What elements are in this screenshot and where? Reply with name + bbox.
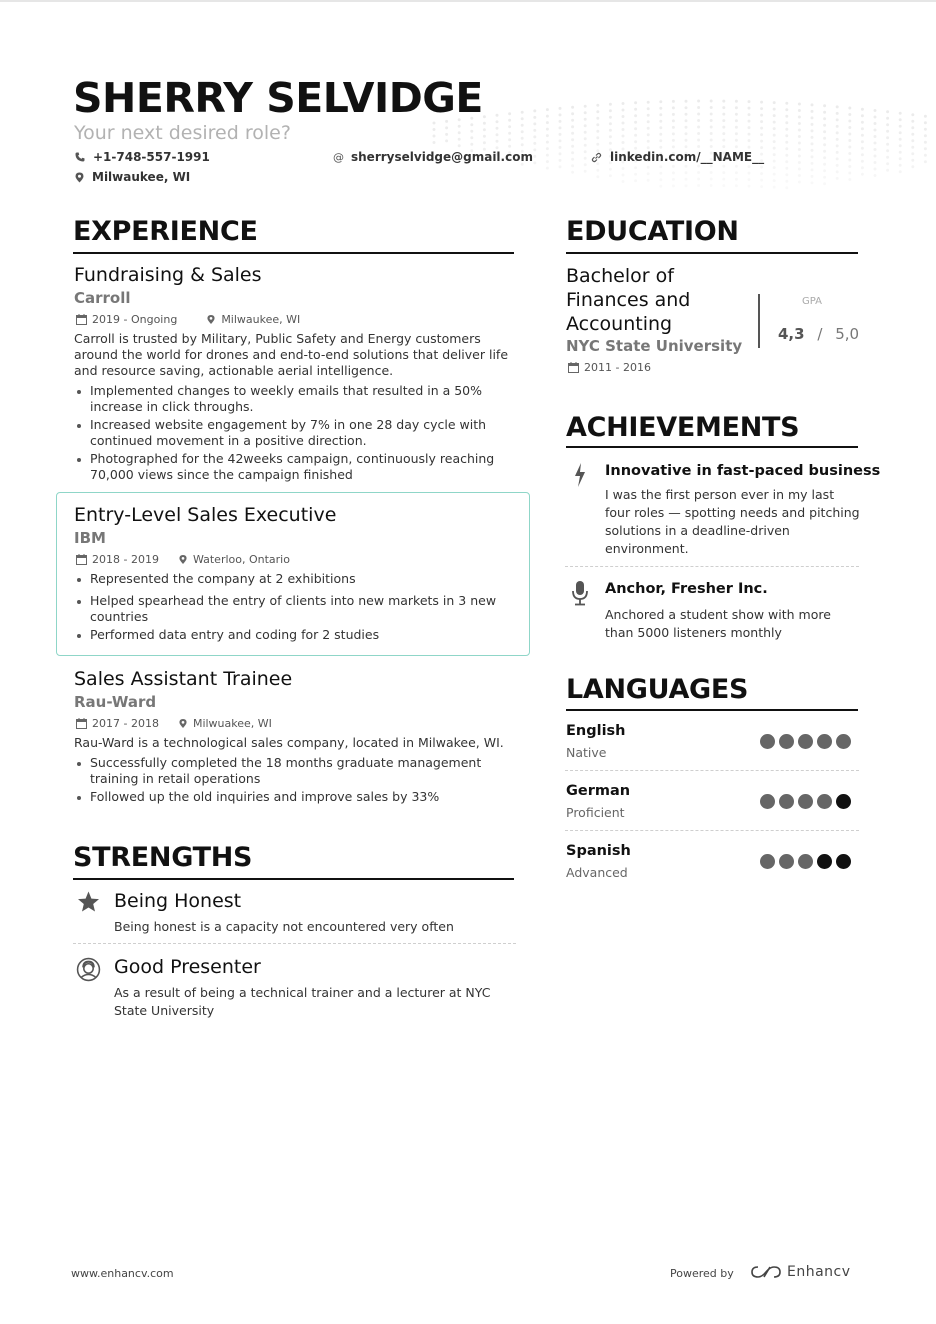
- language-divider: [565, 830, 859, 831]
- enhancv-logo-icon: [751, 1264, 781, 1280]
- footer-powered-by: Powered by: [670, 1267, 734, 1280]
- education-rule: [566, 252, 858, 254]
- rating-dot: [798, 854, 813, 869]
- rating-dot: [836, 794, 851, 809]
- rating-dot: [836, 734, 851, 749]
- job-dates: 2018 - 2019: [92, 553, 159, 566]
- language-divider: [565, 770, 859, 771]
- job-location: Milwaukee, WI: [221, 313, 301, 326]
- star-icon: [76, 890, 101, 914]
- gpa-max: 5,0: [835, 325, 860, 343]
- microphone-icon: [570, 580, 590, 606]
- job-bullet: Helped spearhead the entry of clients into new markets in 3 new countries: [74, 593, 504, 625]
- job-bullets: [74, 755, 504, 807]
- rating-dot: [817, 854, 832, 869]
- language-name[interactable]: Spanish: [566, 843, 631, 859]
- job-dates: 2019 - Ongoing: [92, 313, 178, 326]
- job-bullet: Represented the company at 2 exhibitions: [74, 571, 504, 587]
- location-pin-icon: [207, 314, 215, 325]
- education-meta: [568, 361, 651, 374]
- education-heading: EDUCATION: [566, 216, 739, 247]
- job-title[interactable]: Fundraising & Sales: [74, 264, 262, 286]
- language-rating: [760, 854, 855, 869]
- at-icon: @: [333, 150, 344, 164]
- gpa-divider: [758, 294, 760, 348]
- gpa-score: 4,3: [778, 325, 805, 343]
- phone-icon: [75, 152, 85, 162]
- location-pin-icon: [179, 554, 187, 565]
- gpa-label: GPA: [802, 296, 822, 307]
- experience-rule: [73, 252, 514, 254]
- languages-heading: LANGUAGES: [566, 674, 749, 705]
- gpa-value: [778, 325, 859, 343]
- strengths-heading: STRENGTHS: [73, 842, 253, 873]
- achievement-description: Anchored a student show with more than 5000 listeners monthly: [605, 607, 831, 640]
- job-meta: [76, 313, 300, 326]
- rating-dot: [798, 734, 813, 749]
- achievement-title[interactable]: Anchor, Fresher Inc.: [605, 581, 768, 597]
- email-contact[interactable]: [333, 150, 533, 164]
- phone-text: +1-748-557-1991: [93, 150, 210, 164]
- achievement-description: I was the first person ever in my last four roles — spotting needs and pitching solutions in a deadline-driven environment.: [605, 487, 860, 556]
- phone-contact[interactable]: [75, 150, 210, 164]
- rating-dot: [779, 794, 794, 809]
- job-company[interactable]: Carroll: [74, 289, 131, 307]
- job-bullet: Followed up the old inquiries and improve sales by 33%: [74, 789, 504, 805]
- job-description: Carroll is trusted by Military, Public Safety and Energy customers around the world for drones and end-to-end solutions that deliver life and resource saving, actionable aerial intelligence.: [74, 331, 509, 378]
- strength-divider: [73, 943, 516, 944]
- footer-brand-logo[interactable]: [751, 1264, 851, 1280]
- language-level: Native: [566, 745, 607, 760]
- linkedin-contact[interactable]: [591, 150, 764, 164]
- gpa-separator: /: [817, 325, 823, 343]
- achievement-title[interactable]: Innovative in fast-paced business: [605, 463, 881, 479]
- language-name[interactable]: English: [566, 723, 626, 739]
- language-rating: [760, 734, 855, 749]
- job-location-group: [179, 553, 290, 566]
- job-dates: 2017 - 2018: [92, 717, 159, 730]
- experience-heading: EXPERIENCE: [73, 216, 258, 247]
- strengths-rule: [73, 878, 514, 880]
- achievement-divider: [565, 566, 859, 567]
- location-text: Milwaukee, WI: [92, 170, 191, 184]
- link-icon: [591, 152, 602, 163]
- rating-dot: [836, 854, 851, 869]
- calendar-icon: [568, 362, 579, 373]
- rating-dot: [779, 854, 794, 869]
- location-pin-icon: [179, 718, 187, 729]
- strength-title[interactable]: Being Honest: [114, 890, 242, 912]
- rating-dot: [760, 734, 775, 749]
- lightning-icon: [572, 462, 588, 488]
- job-location-group: [179, 717, 272, 730]
- job-bullet: Implemented changes to weekly emails that resulted in a 50% increase in click throughs.: [74, 383, 504, 415]
- job-bullet: Photographed for the 42weeks campaign, continuously reaching 70,000 views since the campaign finished: [74, 451, 504, 483]
- job-bullet: Performed data entry and coding for 2 studies: [74, 627, 504, 643]
- footer-brand-name: Enhancv: [787, 1264, 851, 1280]
- rating-dot: [798, 794, 813, 809]
- rating-dot: [817, 794, 832, 809]
- language-level: Advanced: [566, 865, 628, 880]
- languages-rule: [566, 709, 858, 711]
- strength-description: Being honest is a capacity not encountered very often: [114, 919, 454, 934]
- school-name[interactable]: NYC State University: [566, 337, 743, 355]
- strength-title[interactable]: Good Presenter: [114, 956, 261, 978]
- top-border: [0, 0, 936, 2]
- rating-dot: [760, 854, 775, 869]
- job-location: Milwuakee, WI: [192, 717, 272, 730]
- rating-dot: [760, 794, 775, 809]
- job-title[interactable]: Sales Assistant Trainee: [74, 668, 293, 690]
- presenter-icon: [76, 957, 101, 982]
- job-company[interactable]: Rau-Ward: [74, 693, 157, 711]
- degree-title[interactable]: Bachelor of Finances and Accounting: [566, 265, 691, 335]
- job-bullet: Increased website engagement by 7% in one 28 day cycle with continued movement in a positive direction.: [74, 417, 504, 449]
- job-location-group: [207, 313, 300, 326]
- calendar-icon: [76, 314, 87, 325]
- calendar-icon: [76, 718, 87, 729]
- achievements-heading: ACHIEVEMENTS: [566, 412, 800, 443]
- rating-dot: [779, 734, 794, 749]
- job-description: Rau-Ward is a technological sales company, located in Milwakee, WI.: [74, 735, 504, 750]
- job-meta: [76, 553, 290, 566]
- job-company[interactable]: IBM: [74, 529, 106, 547]
- job-bullets: [74, 383, 504, 485]
- candidate-name: SHERRY SELVIDGE: [73, 74, 483, 122]
- rating-dot: [817, 734, 832, 749]
- footer-website[interactable]: www.enhancv.com: [71, 1267, 174, 1280]
- email-text: sherryselvidge@gmail.com: [351, 150, 533, 164]
- calendar-icon: [76, 554, 87, 565]
- location-contact: [75, 170, 190, 184]
- language-name[interactable]: German: [566, 783, 631, 799]
- location-pin-icon: [75, 172, 84, 183]
- job-title[interactable]: Entry-Level Sales Executive: [74, 504, 337, 526]
- desired-role[interactable]: Your next desired role?: [74, 122, 291, 144]
- job-bullet: Successfully completed the 18 months graduate management training in retail operations: [74, 755, 504, 787]
- education-dates: 2011 - 2016: [584, 361, 651, 374]
- language-rating: [760, 794, 855, 809]
- strength-description: As a result of being a technical trainer and a lecturer at NYC State University: [114, 985, 491, 1018]
- job-meta: [76, 717, 272, 730]
- achievements-rule: [566, 446, 858, 448]
- language-level: Proficient: [566, 805, 625, 820]
- job-bullets: [74, 571, 504, 645]
- linkedin-text: linkedin.com/__NAME__: [610, 150, 765, 164]
- job-location: Waterloo, Ontario: [192, 553, 290, 566]
